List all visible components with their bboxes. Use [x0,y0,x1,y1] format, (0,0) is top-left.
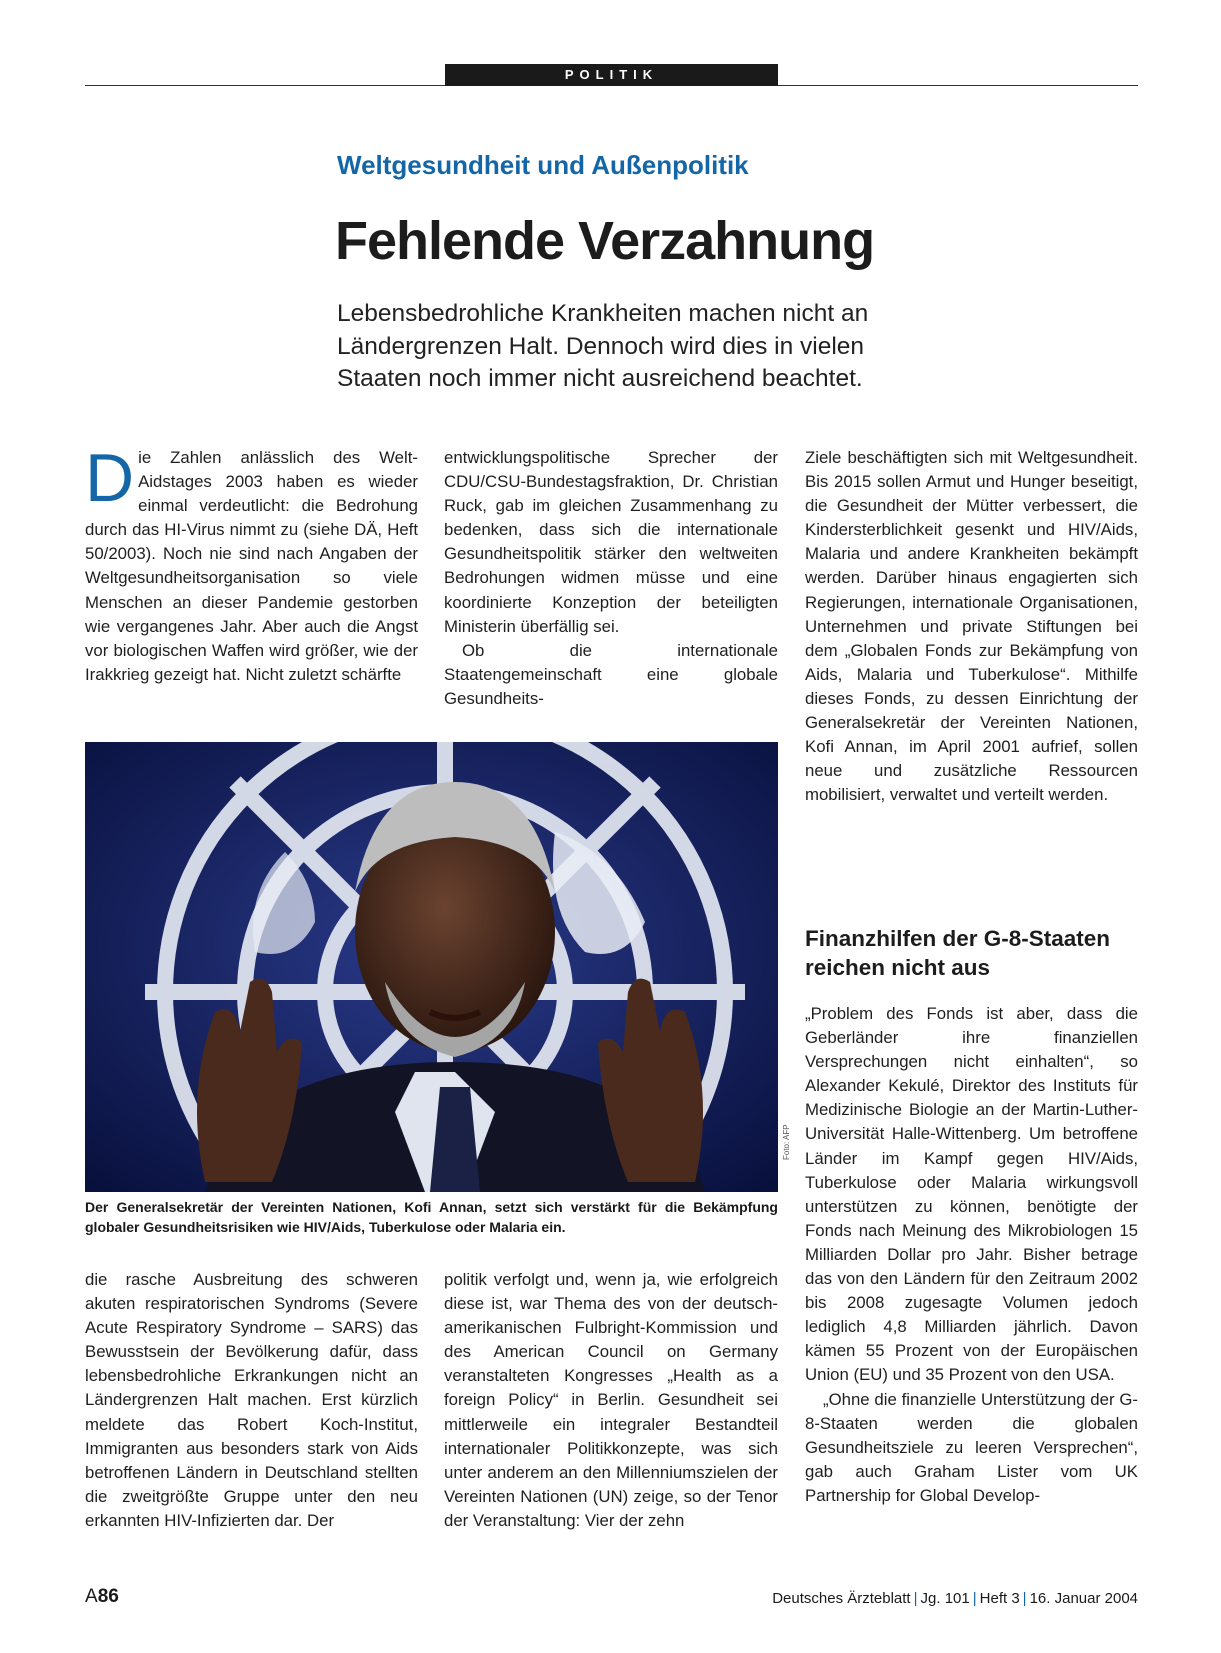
body-paragraph: „Ohne die finanzielle Unterstützung der G-8-Staaten werden die globalen Gesundheitsziele zu leeren Versprechen“, gab auch Graham Lister vom UK Partnership for Global Develop- [805,1389,1138,1505]
body-column-2-top [444,446,778,711]
issue-date: 16. Januar 2004 [1029,1590,1138,1607]
body-paragraph: die rasche Ausbreitung des schweren akuten respiratorischen Syndroms (Severe Acute Respiratory Syndrome – SARS) das Bewusstsein der Bevölkerung dafür, dass lebensbedrohliche Erkrankungen nicht an Ländergrenzen Halt machen. Erst kürzlich meldete das Robert Koch-Institut, Immigranten aus besonders stark von Aids betroffenen Ländern in Deutschland stellten die zweitgrößte Gruppe unter den neu erkannten HIV-Infizierten dar. Der [85,1270,418,1530]
body-paragraph: Ziele beschäftigten sich mit Weltgesundheit. Bis 2015 sollen Armut und Hunger beseitigt, die Gesundheit der Mütter verbessert, die Kindersterblichkeit gesenkt und HIV/Aids, Malaria und andere Krankheiten bekämpft werden. Darüber hinaus engagierten sich Regierungen, internationale Organisationen, Unternehmen und private Stiftungen bei dem „Globalen Fonds zur Bekämpfung von Aids, Malaria und Tuberkulose“. Mithilfe dieses Fonds, zu dessen Einrichtung der Generalsekretär der Vereinten Nationen, Kofi Annan, im April 2001 aufrief, sollen neue und zusätzliche Ressourcen mobilisiert, verwaltet und verteilt werden. [805,448,1138,805]
body-column-1-bottom [85,1268,418,1533]
body-paragraph: „Problem des Fonds ist aber, dass die Geberländer ihre finanziellen Versprechungen nicht einhalten“, so Alexander Kekulé, Direktor des Instituts für Medizinische Biologie an der Martin-Luther-Universität Halle-Wittenberg. Um betroffene Länder im Kampf gegen HIV/Aids, Tuberkulose oder Malaria wirkungsvoll unterstützen zu können, benötigte der Fonds nach Meinung des Mikrobiologen 15 Milliarden Dollar pro Jahr. Bisher betrage das von den Ländern für den Zeitraum 2002 bis 2008 zugesagte Volumen jedoch lediglich 4,8 Milliarden jährlich. Davon kämen 55 Prozent von der Europäischen Union (EU) und 35 Prozent von den USA. [805,1004,1138,1385]
body-text: ie Zahlen anlässlich des Welt-Aidstages 2003 haben es wieder einmal verdeutlicht: die Bedrohung durch das HI-Virus nimmt zu (siehe DÄ, Heft 50/2003). Noch nie sind nach Angaben der Weltgesundheitsorganisation so viele Menschen an dieser Pandemie gestorben wie vergangenes Jahr. Aber auch die Angst vor biologischen Waffen wird größer, wie der Irakkrieg gezeigt hat. Nicht zuletzt schärfte [85,448,418,684]
body-column-3-bottom [805,1002,1138,1508]
section-label: POLITIK [445,64,778,86]
body-paragraph [85,440,418,687]
photo-caption: Der Generalsekretär der Vereinten Nationen, Kofi Annan, setzt sich verstärkt für die Bekämpfung globaler Gesundheitsrisiken wie HIV/Aids, Tuberkulose oder Malaria ein. [85,1199,778,1235]
dropcap: D [85,440,135,516]
photo-credit: Foto: AFP [782,1124,791,1160]
article-photo [85,742,778,1192]
page-number: 86 [97,1586,119,1607]
article-lead: Lebensbedrohliche Krankheiten machen nicht an Ländergrenzen Halt. Dennoch wird dies in vielen Staaten noch immer nicht ausreichend beachtet. [337,300,869,392]
footer-meta: Deutsches Ärzteblatt | Jg. 101 | Heft 3 | 16. Januar 2004 [772,1590,1138,1607]
journal-issue: Heft 3 [979,1590,1020,1607]
photo-illustration [85,742,778,1192]
body-paragraph: politik verfolgt und, wenn ja, wie erfolgreich diese ist, war Thema des von der deutsch-amerikanischen Fulbright-Kommission und des American Council on Germany veranstalteten Kongresses „Health as a foreign Policy“ in Berlin. Gesundheit sei mittlerweile ein integraler Bestandteil internationaler Politikkonzepte, was sich unter anderem an den Millenniumszielen der Vereinten Nationen (UN) zeige, so der Tenor der Veranstaltung: Vier der zehn [444,1270,778,1530]
body-paragraph: entwicklungspolitische Sprecher der CDU/CSU-Bundestagsfraktion, Dr. Christian Ruck, gab im gleichen Zusammenhang zu bedenken, dass sich die internationale Gesundheitspolitik stärker den weltweiten Bedrohungen widmen müsse und eine koordinierte Konzeption der beteiligten Ministerin überfällig sei. [444,448,778,636]
folio-prefix: A [85,1586,98,1607]
article-kicker: Weltgesundheit und Außenpolitik [337,150,749,180]
page-folio [85,1586,119,1608]
journal-name: Deutsches Ärzteblatt [772,1590,911,1607]
section-subheading: Finanzhilfen der G-8-Staaten reichen nicht aus [805,926,1111,980]
body-column-2-bottom [444,1268,778,1533]
body-paragraph: Ob die internationale Staatengemeinschaft eine globale Gesundheits- [444,640,778,708]
article-headline: Fehlende Verzahnung [335,211,875,271]
body-column-3-top [805,446,1138,807]
body-column-1-top [85,440,418,687]
journal-volume: Jg. 101 [920,1590,970,1607]
